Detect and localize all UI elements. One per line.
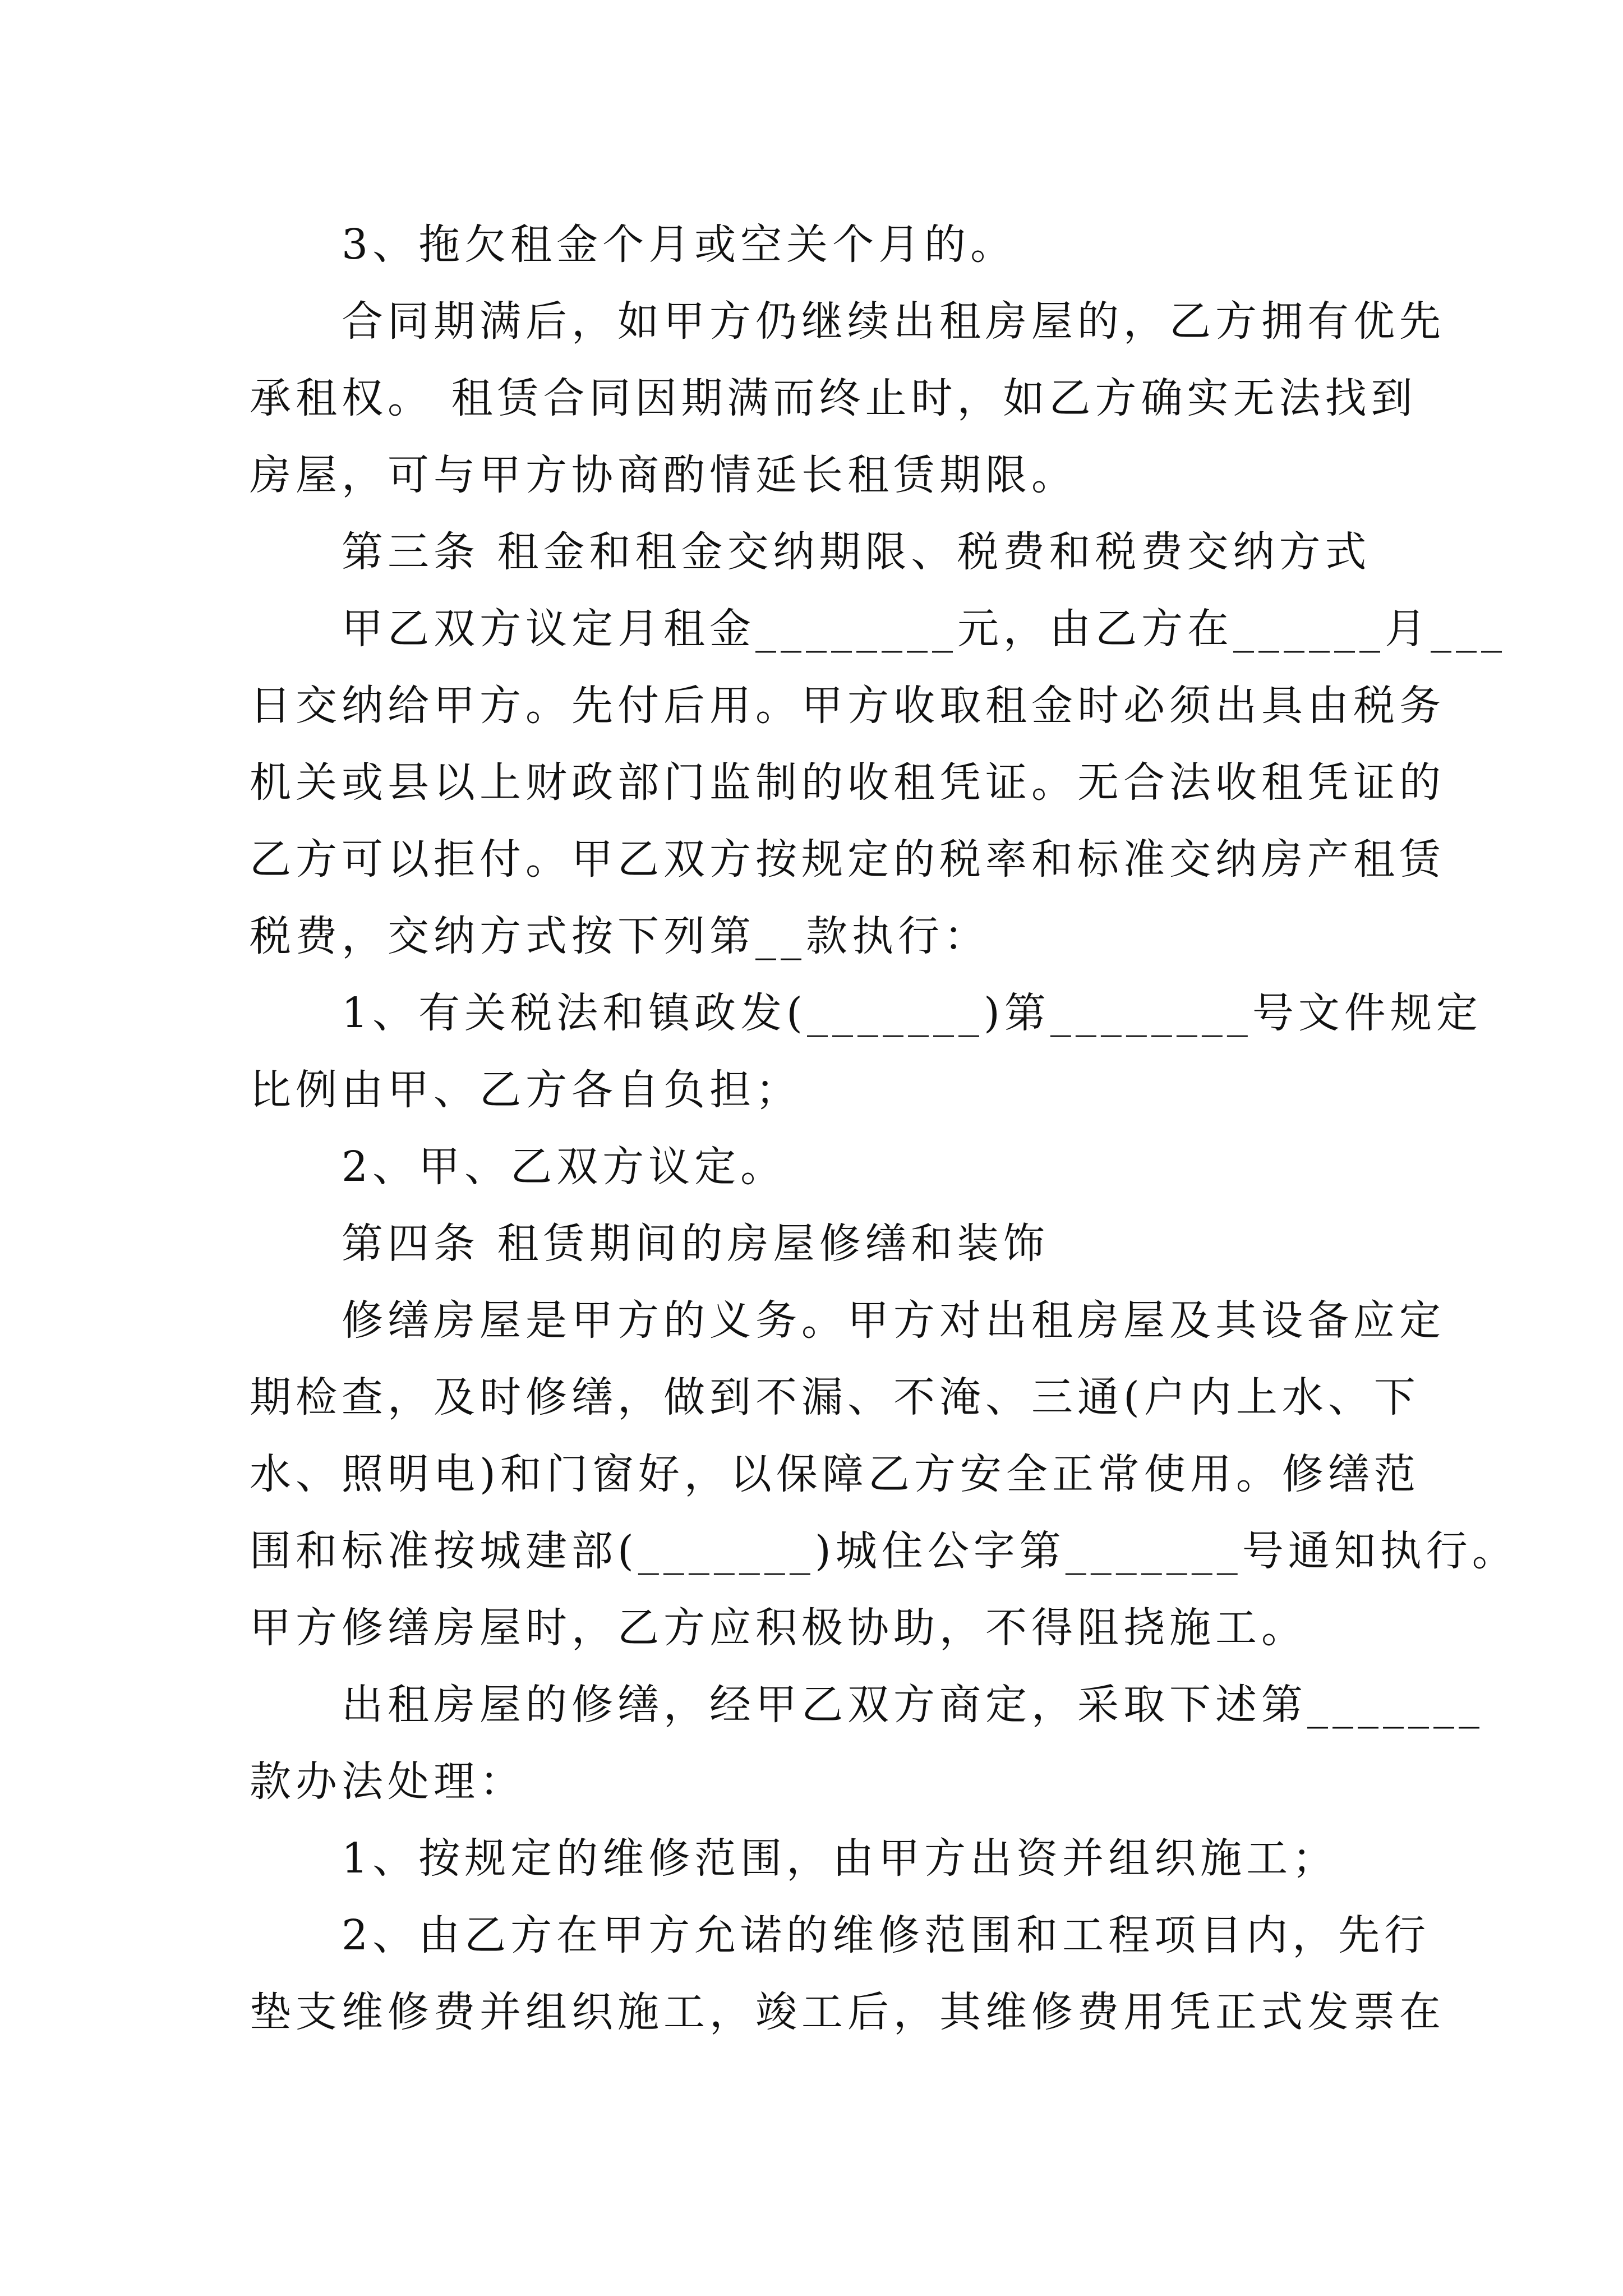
text-line: 甲乙双方议定月租金________元，由乙方在______月___ <box>342 605 1506 653</box>
text-line: 日交纳给甲方。先付后用。甲方收取租金时必须出具由税务 <box>250 682 1445 730</box>
text-line: 2、由乙方在甲方允诺的维修范围和工程项目内，先行 <box>342 1911 1431 1959</box>
text-line: 2、甲、乙双方议定。 <box>342 1143 787 1191</box>
text-line: 乙方可以拒付。甲乙双方按规定的税率和标准交纳房产租赁 <box>250 835 1445 884</box>
text-line: 税费，交纳方式按下列第__款执行： <box>250 912 990 960</box>
text-line: 房屋，可与甲方协商酌情延长租赁期限。 <box>250 451 1077 499</box>
text-line: 修缮房屋是甲方的义务。甲方对出租房屋及其设备应定 <box>342 1296 1445 1345</box>
text-line: 垫支维修费并组织施工，竣工后，其维修费用凭正式发票在 <box>250 1988 1445 2036</box>
text-line: 承租权。 租赁合同因期满而终止时，如乙方确实无法找到 <box>250 374 1417 422</box>
text-line: 水、照明电)和门窗好，以保障乙方安全正常使用。修缮范 <box>250 1450 1420 1498</box>
article-heading: 第四条 租赁期间的房屋修缮和装饰 <box>342 1220 1049 1268</box>
text-line: 款办法处理： <box>250 1757 525 1806</box>
text-line: 1、有关税法和镇政发(_______)第________号文件规定 <box>342 989 1482 1037</box>
text-line: 围和标准按城建部(_______)城住公字第_______号通知执行。 <box>250 1527 1518 1575</box>
article-heading: 第三条 租金和租金交纳期限、税费和税费交纳方式 <box>342 528 1371 576</box>
text-line: 甲方修缮房屋时，乙方应积极协助，不得阻挠施工。 <box>250 1604 1307 1652</box>
text-line: 出租房屋的修缮，经甲乙双方商定，采取下述第_______ <box>342 1681 1484 1729</box>
text-line: 3、拖欠租金个月或空关个月的。 <box>342 220 1017 269</box>
text-line: 机关或县以上财政部门监制的收租凭证。无合法收租凭证的 <box>250 758 1445 807</box>
text-line: 比例由甲、乙方各自负担； <box>250 1066 801 1114</box>
text-line: 1、按规定的维修范围，由甲方出资并组织施工； <box>342 1834 1339 1883</box>
text-line: 期检查，及时修缮，做到不漏、不淹、三通(户内上水、下 <box>250 1373 1420 1421</box>
document-body <box>250 206 1518 2051</box>
text-line: 合同期满后，如甲方仍继续出租房屋的，乙方拥有优先 <box>342 297 1445 346</box>
